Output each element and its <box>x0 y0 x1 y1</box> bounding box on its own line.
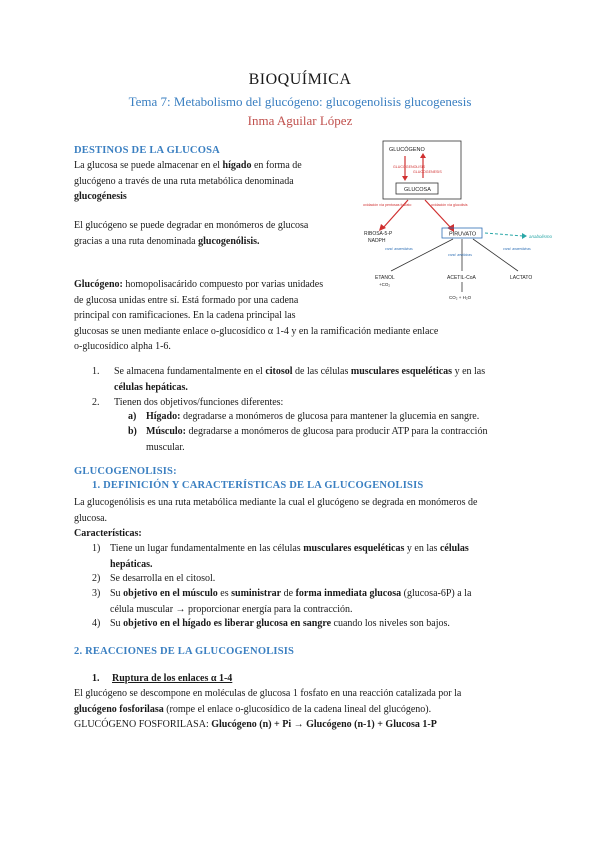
bold-text: Músculo: <box>146 426 186 437</box>
glucose-metabolism-diagram <box>363 138 563 308</box>
text: y en las <box>404 543 440 554</box>
list-number: 1) <box>92 543 101 554</box>
text: Su <box>110 618 124 629</box>
text: (rompe el enlace o-glucosídico de la cadena lineal del glucógeno). <box>163 703 432 715</box>
bold-text: células hepáticas. <box>114 381 188 393</box>
co2-label: +CO₂ <box>379 282 391 287</box>
bold-text: musculares esqueléticas <box>350 366 453 377</box>
text: en forma de <box>251 160 302 171</box>
glucosa-label: GLUCOSA <box>404 187 431 193</box>
glucolisis-label: oxidación vía glucolisis <box>431 203 468 207</box>
bold-text: musculares esqueléticas <box>303 543 405 554</box>
text: glucosa. <box>74 512 108 524</box>
list-number: 2) <box>92 573 101 584</box>
cond-label: cond. anaeróbicas <box>503 247 531 251</box>
destinos-paragraph-1 <box>74 158 359 205</box>
co2h2o-label: CO₂ + H₂O <box>449 295 472 300</box>
text: La glucogenólisis es una ruta metabólica mediante la cual el glucógeno se degrada en monómeros de <box>74 497 478 508</box>
glucogeno-label: GLUCÓGENO <box>389 147 425 153</box>
anabolismo-arrow <box>485 233 523 236</box>
bold-text: hepáticas. <box>110 558 153 570</box>
reacciones-paragraph <box>74 686 544 733</box>
nadph-label: NADPH <box>368 238 386 244</box>
bold-text: suministrar <box>231 588 282 599</box>
bold-text: Características: <box>74 528 142 539</box>
bold-text: glucógeno fosforilasa <box>74 703 164 715</box>
list-number: 1. <box>92 366 100 377</box>
cond-label: cond. aeróbicas <box>448 253 472 257</box>
text: El glucógeno se puede degradar en monómeros de glucosa <box>74 220 309 231</box>
text: Tienen dos objetivos/funciones diferentes: <box>114 397 284 408</box>
text: El glucógeno se descompone en moléculas de glucosa 1 fosfato en una reacción catalizada por la <box>74 688 462 699</box>
acetil-label: ACETIL-CoA <box>447 275 476 281</box>
text: principal con ramificaciones. En la cadena principal las <box>74 310 296 321</box>
text: La glucosa se puede almacenar en el <box>74 160 223 171</box>
bold-text: objetivo en el músculo <box>123 588 218 599</box>
destinos-paragraph-2 <box>74 218 359 249</box>
list-number: 4) <box>92 618 101 629</box>
list-item <box>92 616 532 632</box>
text: Su <box>110 588 124 599</box>
list-item <box>92 586 532 617</box>
list-item <box>92 541 532 572</box>
text: Se desarrolla en el citosol. <box>110 573 216 584</box>
text: de <box>281 588 296 599</box>
text: cuando los niveles son bajos. <box>331 618 450 629</box>
text: o-glucosídico alpha 1-6. <box>74 341 171 352</box>
glucogenolisis-definition <box>74 495 534 542</box>
list-number: 3) <box>92 588 101 599</box>
bold-text: células <box>439 543 469 554</box>
list-number: 2. <box>92 397 100 408</box>
bold-text: citosol <box>265 366 293 377</box>
text: glucosas se unen mediante enlace o-glucosídico α 1-4 y en la ramificación mediante enlace <box>74 325 439 337</box>
list-number: 1. <box>92 673 100 684</box>
bold-text: hígado <box>222 160 252 171</box>
list-item <box>92 364 532 395</box>
text: Se almacena fundamentalmente en el <box>114 366 266 377</box>
etanol-label: ETANOL <box>375 275 395 281</box>
bold-text: Ruptura de los enlaces α 1-4 <box>112 673 233 684</box>
text: degradarse a monómeros de glucosa para mantener la glucemia en sangre. <box>180 411 480 422</box>
bold-text: forma inmediata glucosa <box>295 588 402 599</box>
text: homopolisacárido compuesto por varias unidades <box>122 279 324 290</box>
page-subtitle: Tema 7: Metabolismo del glucógeno: glucogenolisis glucogenesis <box>128 94 472 109</box>
author-name: Inma Aguilar López <box>247 113 353 128</box>
bold-text: glucogénesis <box>74 191 127 202</box>
list-item <box>128 424 528 455</box>
cond-label: cond. anaeróbicas <box>385 247 413 251</box>
text: de las células <box>292 366 351 377</box>
arrow-etanol <box>391 239 453 271</box>
list-letter: a) <box>128 411 137 422</box>
text: gracias a una ruta denominada <box>74 235 199 247</box>
page-title: BIOQUÍMICA <box>248 71 352 88</box>
section-heading-reacciones: 2. REACCIONES DE LA GLUCOGENOLISIS <box>74 646 295 657</box>
arrow-lactato <box>473 239 518 271</box>
arrowhead <box>522 233 527 239</box>
subsection-heading-ruptura <box>92 671 232 687</box>
text: Tiene un lugar fundamentalmente en las células <box>110 543 304 554</box>
arrowhead <box>402 176 408 181</box>
text: GLUCÓGENO FOSFORILASA: <box>74 719 212 730</box>
bold-text: Hígado: <box>146 411 181 422</box>
glucogenesis-label: GLUCOGENESIS <box>413 170 442 174</box>
bold-text: Glucógeno: <box>74 279 123 290</box>
text: degradarse a monómeros de glucosa para producir ATP para la contracción <box>186 426 488 437</box>
pentosas-label: oxidación vía pentosas fosfato <box>363 203 412 207</box>
arrowhead <box>420 153 426 158</box>
text: de glucosa unidas entre sí. Está formado por una cadena <box>74 294 299 306</box>
text: célula muscular → proporcionar energía para la contracción. <box>110 603 353 615</box>
bold-text: objetivo en el hígado es liberar glucosa en sangre <box>123 618 332 629</box>
bold-text: glucogenólisis. <box>198 235 260 247</box>
ribosa-label: RIBOSA-5-P <box>364 231 393 237</box>
anabolismo-label: anabolismo <box>529 234 553 239</box>
text: muscular. <box>146 441 185 453</box>
lactato-label: LACTATO <box>510 275 533 281</box>
text: y en las <box>452 366 486 377</box>
list-item <box>128 409 528 425</box>
list-item <box>92 571 532 587</box>
section-heading-glucogenolisis: GLUCOGENOLISIS: <box>74 466 177 477</box>
section-heading-destinos: DESTINOS DE LA GLUCOSA <box>74 145 220 156</box>
piruvato-label: PIRUVATO <box>449 231 477 238</box>
glucogenolisis-label: GLUCOGENOLISIS <box>393 165 426 169</box>
bold-text: Glucógeno (n) + Pi → Glucógeno (n-1) + Glucosa 1-P <box>211 719 437 730</box>
text: es <box>217 588 232 599</box>
text: (glucosa-6P) a la <box>401 588 472 599</box>
list-letter: b) <box>128 426 137 437</box>
subsection-heading-definicion: 1. DEFINICIÓN Y CARACTERÍSTICAS DE LA GLUCOGENOLISIS <box>92 480 424 491</box>
text: glucógeno a través de una ruta metabólica denominada <box>74 175 294 187</box>
